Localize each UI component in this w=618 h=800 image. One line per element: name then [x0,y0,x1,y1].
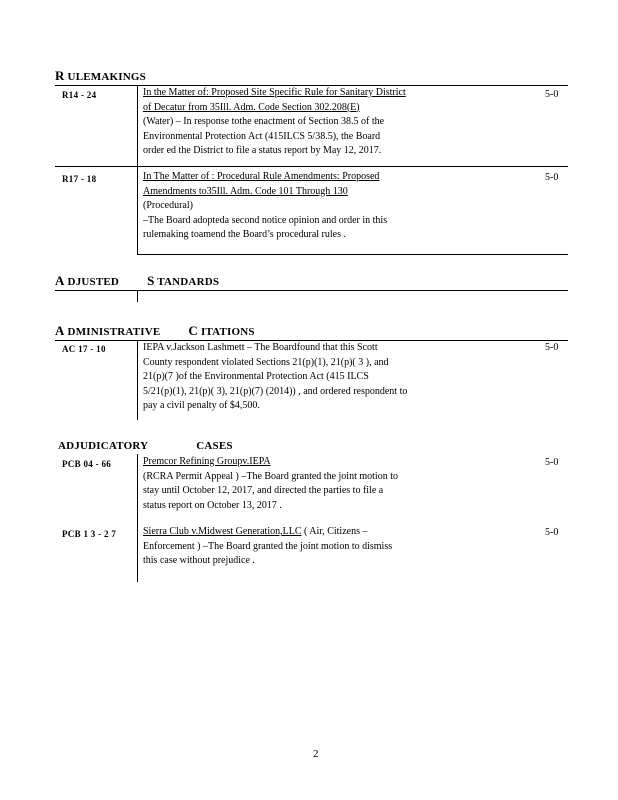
section-heading-adjudicatory-cases [58,440,233,452]
page-number: 2 [313,748,319,760]
entry-body-line: IEPA v.Jackson Lashmett – The Boardfound that this Scott [143,342,378,353]
entry-title-line: Premcor Refining Groupv.IEPA [143,456,271,467]
entry-title-line: Amendments to35Ill. Adm. Code 101 Through 130 [143,185,348,197]
docket-number: PCB 04 - 66 [62,459,112,469]
entry-text [143,341,407,414]
section-heading-rulemakings [55,68,146,84]
docket-number: R14 - 24 [62,90,97,100]
heading-rest: DJUSTED [64,276,120,288]
section-rule [55,290,568,291]
entry-body-line: 21(p)(7 )of the Environmental Protection Act (415 ILCS [143,371,369,382]
docket-number: AC 17 - 10 [62,344,106,354]
entry-title-line: In the Matter of: Proposed Site Specific Rule for Sanitary District [143,87,406,98]
heading-rest: ITATIONS [198,326,255,338]
section-heading-administrative-citations [55,323,255,339]
entry-body-line: (Water) – In response tothe enactment of Section 38.5 of the [143,116,385,127]
row-rule [55,166,568,167]
vote-count: 5-0 [545,527,559,538]
case-caption-tail: ( Air, Citizens – [301,526,368,537]
vote-count: 5-0 [545,172,559,183]
entry-body-line: (RCRA Permit Appeal ) –The Board granted the joint motion to [143,470,398,482]
entry-body-line: this case without prejudice . [143,555,255,566]
heading-word: CASES [196,440,233,452]
vote-count: 5-0 [545,342,559,353]
column-divider [137,290,138,302]
heading-rest: DMINISTRATIVE [64,326,161,338]
section-heading-adjusted-standards [55,273,219,289]
column-divider [137,454,138,582]
entry-body-line: Environmental Protection Act (415ILCS 5/38.5), the Board [143,130,381,142]
heading-word: ADJUDICATORY [58,440,149,452]
entry-text [143,525,392,569]
entry-title-line: In The Matter of : Procedural Rule Amendments: Proposed [143,171,380,182]
heading-cap: A [55,323,65,338]
entry-body-line: Enforcement ) –The Board granted the joint motion to dismiss [143,540,393,552]
entry-body-line: stay until October 12, 2017, and directed the parties to file a [143,485,384,496]
vote-count: 5-0 [545,89,559,100]
heading-cap: C [188,323,198,338]
entry-body-line: –The Board adopteda second notice opinion and order in this [143,214,388,226]
heading-cap: A [55,273,65,288]
docket-number: R17 - 18 [62,174,97,184]
entry-body-line: rulemaking toamend the Board’s procedural rules . [143,229,346,240]
column-divider [137,85,138,254]
entry-body-line [143,525,392,540]
heading-rest: ULEMAKINGS [64,71,146,83]
entry-body-line: (Procedural) [143,200,193,211]
docket-number: PCB 1 3 - 2 7 [62,529,117,539]
entry-body-line: order ed the District to file a status report by May 12, 2017. [143,145,382,156]
entry-body-line: 5/21(p)(1), 21(p)( 3), 21(p)(7) (2014)) , and ordered respondent to [143,385,408,397]
column-divider [137,340,138,420]
entry-body-line: County respondent violated Sections 21(p)(1), 21(p)( 3 ), and [143,356,389,368]
case-caption: Sierra Club v.Midwest Generation,LLC [143,526,302,537]
entry-title-line: of Decatur from 35Ill. Adm. Code Section 302.208(E) [143,101,360,113]
heading-cap: S [147,273,155,288]
entry-text [143,455,398,513]
heading-rest: TANDARDS [154,276,220,288]
entry-text [143,86,406,159]
vote-count: 5-0 [545,457,559,468]
entry-text [143,170,387,243]
heading-cap: R [55,68,65,83]
row-rule [137,254,568,255]
entry-body-line: pay a civil penalty of $4,500. [143,400,260,411]
entry-body-line: status report on October 13, 2017 . [143,499,282,511]
